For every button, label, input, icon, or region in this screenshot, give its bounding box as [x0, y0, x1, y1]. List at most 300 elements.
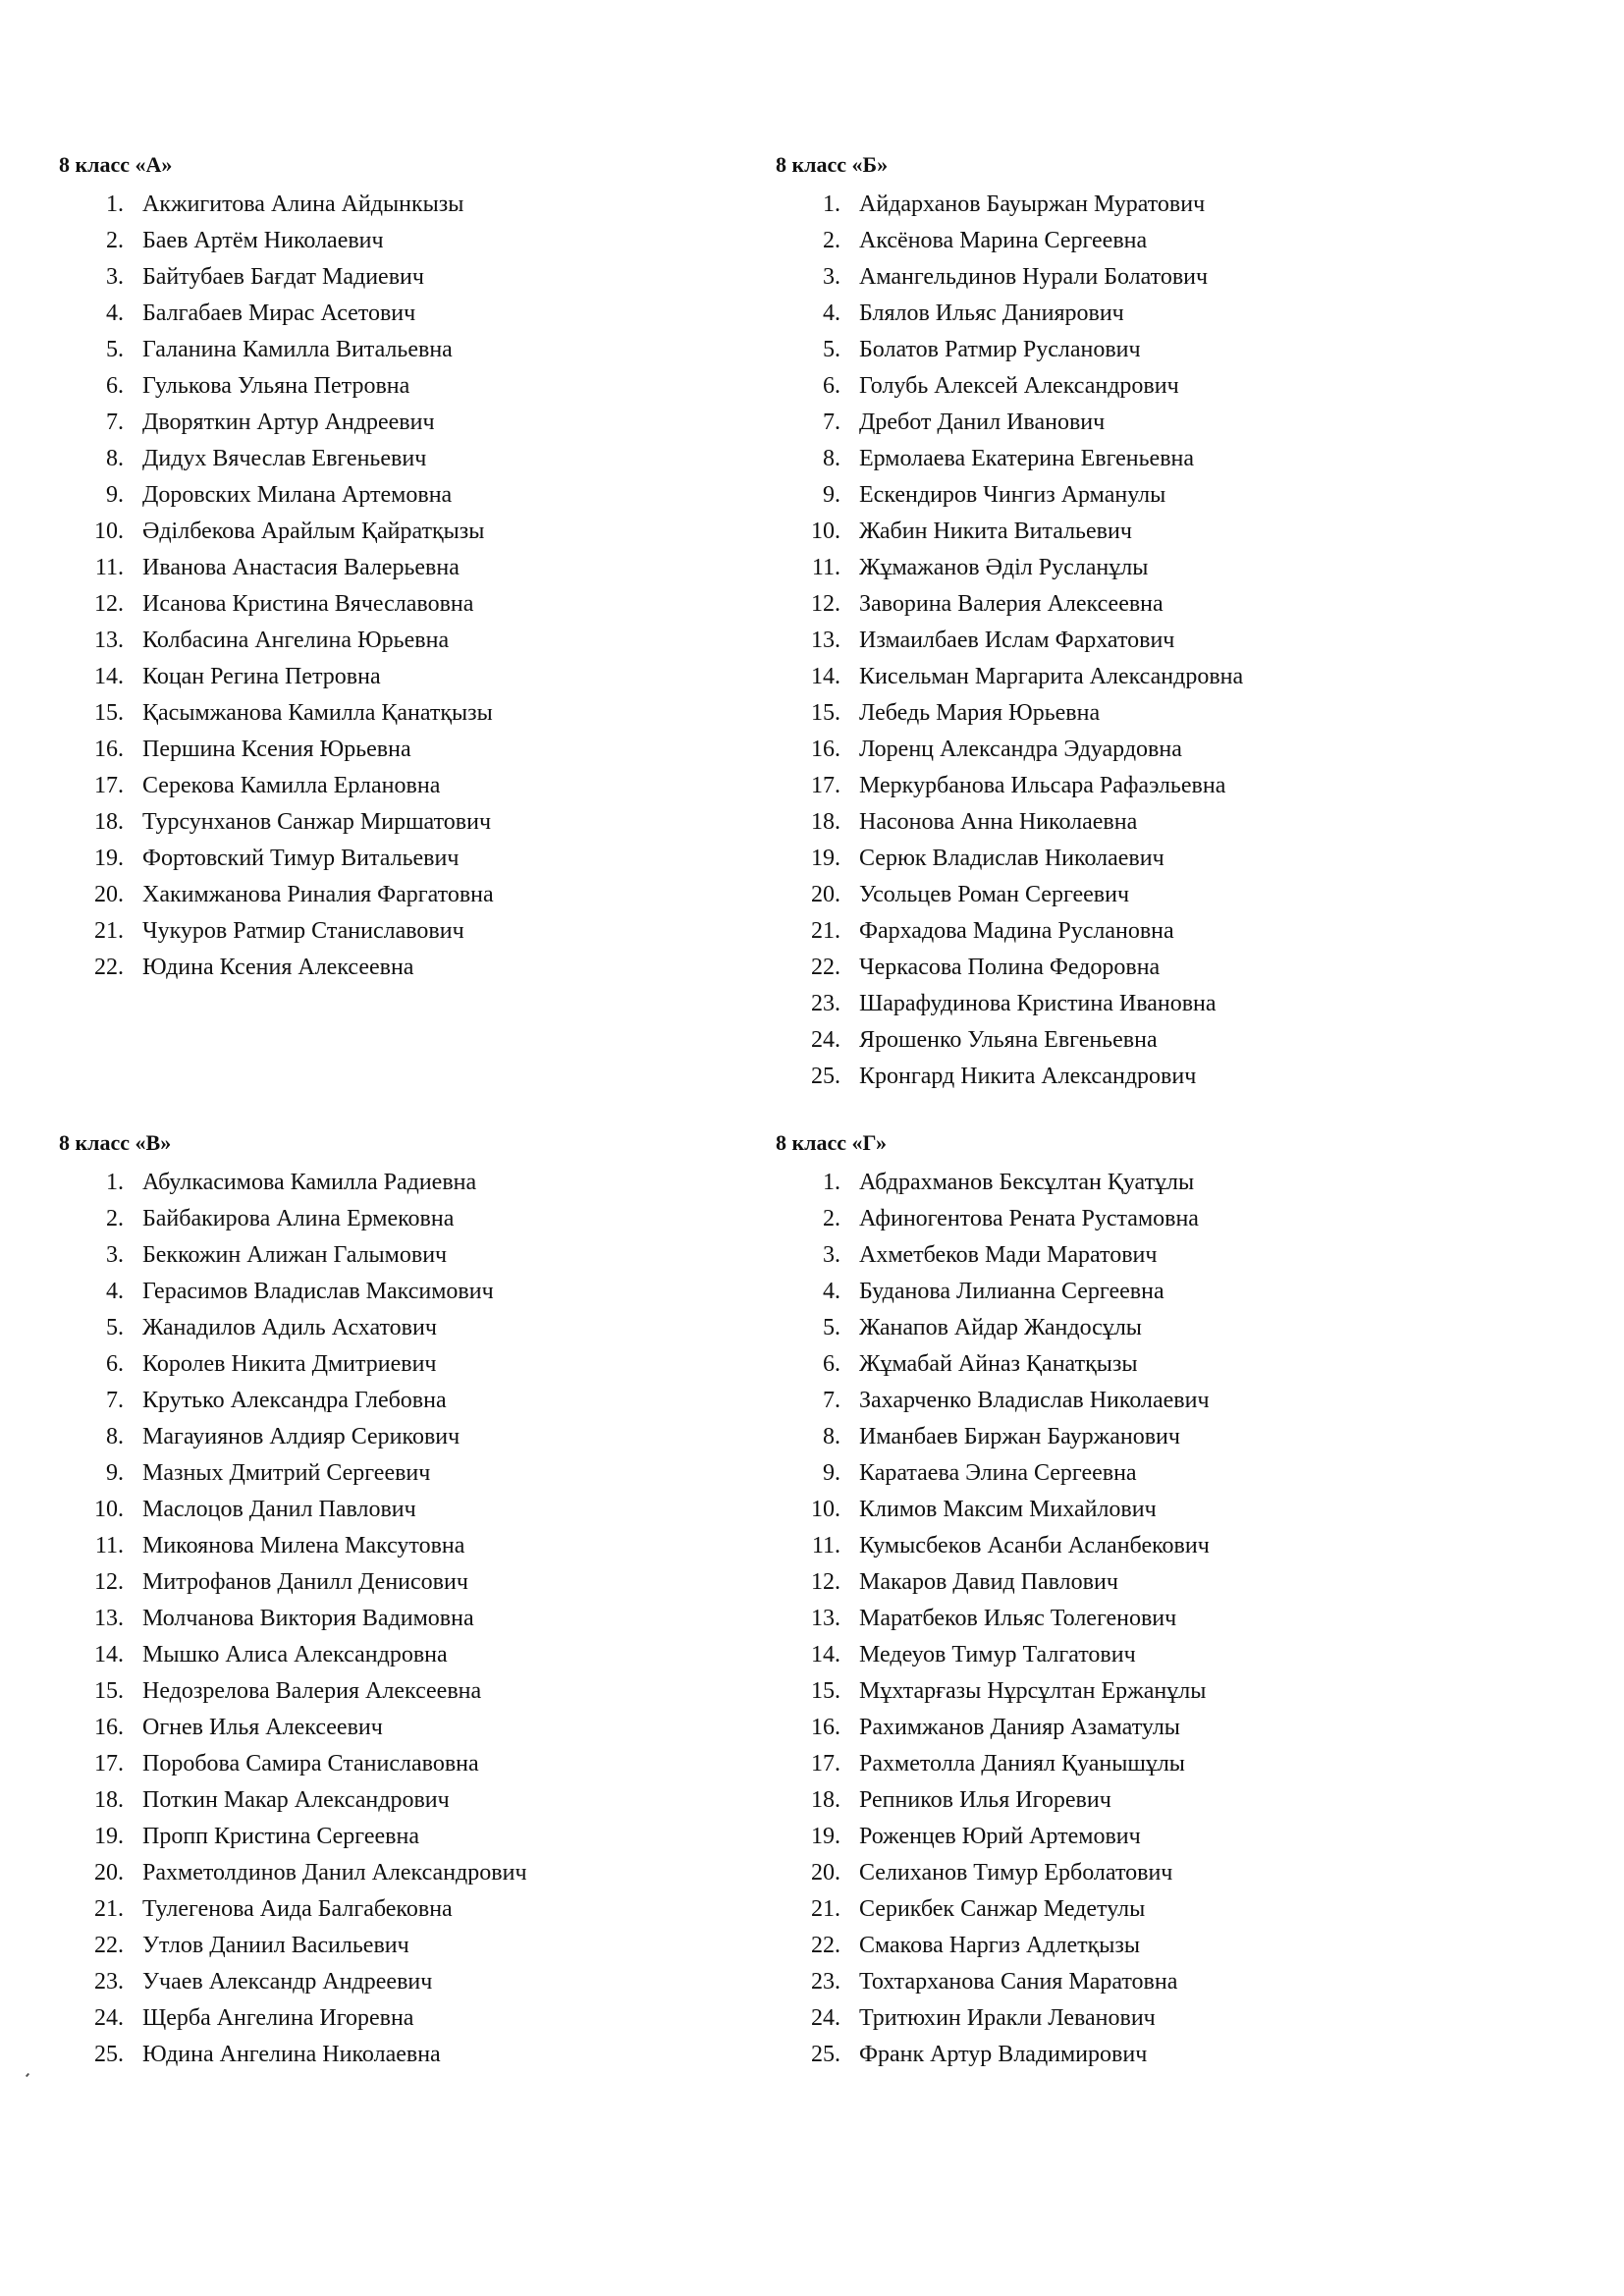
- student-number: 24.: [94, 2005, 124, 2031]
- student-number: 19.: [811, 846, 840, 871]
- student-number: 8.: [106, 1424, 124, 1449]
- student-name: Ярошенко Ульяна Евгеньевна: [859, 1027, 1158, 1053]
- student-number: 13.: [811, 628, 840, 653]
- student-row: [776, 1891, 1404, 1928]
- student-name: Рахимжанов Данияр Азаматулы: [859, 1715, 1180, 1740]
- student-row: [776, 1637, 1404, 1673]
- student-name: Исанова Кристина Вячеславовна: [142, 591, 474, 617]
- student-row: [776, 1383, 1404, 1419]
- student-number: 9.: [823, 1460, 840, 1486]
- student-name: Дворяткин Артур Андреевич: [142, 410, 435, 435]
- student-row: [59, 259, 687, 296]
- student-number: 15.: [94, 1678, 124, 1704]
- scan-speck: [26, 2073, 29, 2077]
- student-row: [59, 441, 687, 477]
- student-row: [59, 659, 687, 695]
- class-block-8v: [59, 1129, 687, 2073]
- student-name: Огнев Илья Алексеевич: [142, 1715, 383, 1740]
- student-number: 1.: [106, 191, 124, 217]
- student-number: 2.: [106, 1206, 124, 1231]
- student-name: Тохтарханова Сания Маратовна: [859, 1969, 1178, 1995]
- student-number: 17.: [94, 773, 124, 798]
- student-row: [59, 2037, 687, 2073]
- student-row: [59, 2000, 687, 2037]
- student-row: [59, 1201, 687, 1237]
- student-number: 9.: [823, 482, 840, 508]
- student-name: Жанадилов Адиль Асхатович: [142, 1315, 437, 1340]
- student-row: [776, 1274, 1404, 1310]
- student-name: Пропп Кристина Сергеевна: [142, 1824, 419, 1849]
- student-number: 23.: [94, 1969, 124, 1995]
- student-name: Серикбек Санжар Медетулы: [859, 1896, 1146, 1922]
- student-name: Жанапов Айдар Жандосұлы: [859, 1315, 1142, 1340]
- student-name: Маратбеков Ильяс Толегенович: [859, 1606, 1177, 1631]
- student-number: 12.: [94, 591, 124, 617]
- student-number: 5.: [823, 1315, 840, 1340]
- student-row: [776, 1237, 1404, 1274]
- student-row: [776, 623, 1404, 659]
- student-list: [59, 187, 687, 986]
- student-number: 3.: [106, 264, 124, 290]
- student-row: [776, 477, 1404, 514]
- student-number: 3.: [823, 1242, 840, 1268]
- student-row: [776, 187, 1404, 223]
- student-number: 3.: [106, 1242, 124, 1268]
- student-name: Акжигитова Алина Айдынкызы: [142, 191, 464, 217]
- class-title: 8 класс «В»: [59, 1130, 172, 1155]
- student-row: [776, 2000, 1404, 2037]
- student-row: [776, 1710, 1404, 1746]
- student-number: 8.: [823, 1424, 840, 1449]
- student-row: [59, 1782, 687, 1819]
- student-number: 14.: [94, 664, 124, 689]
- student-name: Микоянова Милена Максутовна: [142, 1533, 465, 1558]
- student-number: 23.: [811, 991, 840, 1016]
- student-row: [776, 1310, 1404, 1346]
- student-name: Дидух Вячеслав Евгеньевич: [142, 446, 427, 471]
- student-number: 24.: [811, 1027, 840, 1053]
- student-row: [776, 950, 1404, 986]
- student-number: 22.: [811, 955, 840, 980]
- student-row: [776, 1819, 1404, 1855]
- student-name: Фортовский Тимур Витальевич: [142, 846, 460, 871]
- student-name: Серюк Владислав Николаевич: [859, 846, 1164, 871]
- student-name: Измаилбаев Ислам Фархатович: [859, 628, 1175, 653]
- student-number: 5.: [106, 1315, 124, 1340]
- student-name: Мазных Дмитрий Сергеевич: [142, 1460, 431, 1486]
- student-number: 4.: [823, 1279, 840, 1304]
- student-row: [59, 1274, 687, 1310]
- student-name: Насонова Анна Николаевна: [859, 809, 1138, 835]
- student-row: [59, 1928, 687, 1964]
- student-name: Медеуов Тимур Талгатович: [859, 1642, 1136, 1667]
- student-number: 17.: [811, 1751, 840, 1777]
- student-name: Макаров Давид Павлович: [859, 1569, 1118, 1595]
- student-number: 25.: [811, 2042, 840, 2067]
- student-row: [59, 1492, 687, 1528]
- student-number: 2.: [823, 1206, 840, 1231]
- student-name: Ахметбеков Мади Маратович: [859, 1242, 1158, 1268]
- student-number: 25.: [811, 1064, 840, 1089]
- student-number: 7.: [106, 410, 124, 435]
- student-name: Фархадова Мадина Руслановна: [859, 918, 1174, 944]
- student-name: Голубь Алексей Александрович: [859, 373, 1179, 399]
- student-row: [59, 1601, 687, 1637]
- student-row: [59, 1564, 687, 1601]
- student-name: Блялов Ильяс Даниярович: [859, 301, 1124, 326]
- student-number: 24.: [811, 2005, 840, 2031]
- student-row: [59, 695, 687, 732]
- student-row: [776, 550, 1404, 586]
- student-name: Молчанова Виктория Вадимовна: [142, 1606, 474, 1631]
- class-title: 8 класс «А»: [59, 152, 173, 177]
- student-number: 11.: [94, 555, 124, 580]
- student-name: Серекова Камилла Ерлановна: [142, 773, 441, 798]
- student-name: Айдарханов Бауыржан Муратович: [859, 191, 1206, 217]
- student-name: Крутько Александра Глебовна: [142, 1388, 447, 1413]
- student-name: Франк Артур Владимирович: [859, 2042, 1148, 2067]
- student-row: [776, 405, 1404, 441]
- student-row: [776, 514, 1404, 550]
- student-number: 21.: [94, 1896, 124, 1922]
- student-name: Афиногентова Рената Рустамовна: [859, 1206, 1199, 1231]
- student-row: [776, 441, 1404, 477]
- student-number: 13.: [811, 1606, 840, 1631]
- student-row: [776, 913, 1404, 950]
- student-row: [776, 259, 1404, 296]
- student-number: 16.: [94, 1715, 124, 1740]
- student-name: Абдрахманов Бексұлтан Қуатұлы: [859, 1170, 1195, 1195]
- student-row: [776, 1022, 1404, 1059]
- student-row: [776, 1419, 1404, 1455]
- student-name: Заворина Валерия Алексеевна: [859, 591, 1164, 617]
- student-name: Меркурбанова Ильсара Рафаэльевна: [859, 773, 1226, 798]
- student-row: [776, 2037, 1404, 2073]
- student-row: [59, 950, 687, 986]
- student-name: Юдина Ангелина Николаевна: [142, 2042, 441, 2067]
- student-row: [776, 877, 1404, 913]
- student-name: Дребот Данил Иванович: [859, 410, 1106, 435]
- student-number: 12.: [811, 1569, 840, 1595]
- student-number: 14.: [811, 664, 840, 689]
- student-name: Колбасина Ангелина Юрьевна: [142, 628, 450, 653]
- student-name: Поробова Самира Станиславовна: [142, 1751, 479, 1777]
- student-row: [59, 1891, 687, 1928]
- student-number: 1.: [106, 1170, 124, 1195]
- student-row: [59, 913, 687, 950]
- student-number: 12.: [811, 591, 840, 617]
- student-number: 20.: [94, 1860, 124, 1886]
- student-list: [776, 187, 1404, 1095]
- student-row: [776, 1855, 1404, 1891]
- student-row: [776, 768, 1404, 804]
- student-row: [59, 877, 687, 913]
- student-number: 6.: [823, 1351, 840, 1377]
- student-number: 15.: [94, 700, 124, 726]
- student-row: [59, 187, 687, 223]
- student-number: 18.: [811, 809, 840, 835]
- student-name: Поткин Макар Александрович: [142, 1787, 450, 1813]
- student-number: 14.: [94, 1642, 124, 1667]
- student-name: Мұхтарғазы Нұрсұлтан Ержанұлы: [859, 1678, 1207, 1704]
- student-number: 22.: [94, 955, 124, 980]
- student-number: 23.: [811, 1969, 840, 1995]
- student-number: 10.: [811, 519, 840, 544]
- student-name: Буданова Лилианна Сергеевна: [859, 1279, 1164, 1304]
- student-row: [59, 1419, 687, 1455]
- student-number: 12.: [94, 1569, 124, 1595]
- class-block-8a: [59, 151, 687, 986]
- student-number: 8.: [823, 446, 840, 471]
- student-row: [776, 1165, 1404, 1201]
- student-name: Тритюхин Иракли Леванович: [859, 2005, 1156, 2031]
- student-row: [59, 1528, 687, 1564]
- student-number: 6.: [106, 1351, 124, 1377]
- student-row: [776, 1673, 1404, 1710]
- student-number: 18.: [94, 809, 124, 835]
- student-name: Доровских Милана Артемовна: [142, 482, 453, 508]
- student-name: Жұмабай Айназ Қанатқызы: [859, 1351, 1138, 1377]
- student-name: Аксёнова Марина Сергеевна: [859, 228, 1148, 253]
- student-row: [776, 986, 1404, 1022]
- student-number: 13.: [94, 628, 124, 653]
- student-name: Утлов Даниил Васильевич: [142, 1933, 409, 1958]
- student-number: 11.: [94, 1533, 124, 1558]
- student-row: [59, 1746, 687, 1782]
- student-row: [59, 550, 687, 586]
- student-name: Жұмажанов Әділ Русланұлы: [859, 555, 1149, 580]
- student-number: 8.: [106, 446, 124, 471]
- class-block-8g: [776, 1129, 1404, 2073]
- student-name: Турсунханов Санжар Миршатович: [142, 809, 492, 835]
- student-name: Лебедь Мария Юрьевна: [859, 700, 1101, 726]
- student-number: 7.: [823, 410, 840, 435]
- student-number: 9.: [106, 1460, 124, 1486]
- student-name: Учаев Александр Андреевич: [142, 1969, 433, 1995]
- student-name: Болатов Ратмир Русланович: [859, 337, 1141, 362]
- student-number: 3.: [823, 264, 840, 290]
- student-name: Магауиянов Алдияр Серикович: [142, 1424, 460, 1449]
- student-name: Чукуров Ратмир Станиславович: [142, 918, 464, 944]
- student-name: Юдина Ксения Алексеевна: [142, 955, 414, 980]
- student-number: 14.: [811, 1642, 840, 1667]
- student-number: 13.: [94, 1606, 124, 1631]
- student-name: Байбакирова Алина Ермековна: [142, 1206, 455, 1231]
- student-name: Мышко Алиса Александровна: [142, 1642, 448, 1667]
- student-name: Амангельдинов Нурали Болатович: [859, 264, 1209, 290]
- student-row: [59, 1165, 687, 1201]
- student-name: Репников Илья Игоревич: [859, 1787, 1111, 1813]
- student-row: [59, 1310, 687, 1346]
- student-row: [776, 1601, 1404, 1637]
- student-row: [59, 223, 687, 259]
- student-number: 22.: [94, 1933, 124, 1958]
- student-row: [59, 514, 687, 550]
- student-name: Абулкасимова Камилла Радиевна: [142, 1170, 477, 1195]
- student-number: 17.: [94, 1751, 124, 1777]
- student-row: [59, 841, 687, 877]
- student-name: Рахметолла Даниял Қуанышұлы: [859, 1751, 1185, 1777]
- student-row: [59, 1455, 687, 1492]
- student-name: Роженцев Юрий Артемович: [859, 1824, 1141, 1849]
- student-name: Ескендиров Чингиз Арманулы: [859, 482, 1166, 508]
- student-list: [59, 1165, 687, 2073]
- student-row: [776, 1492, 1404, 1528]
- student-row: [59, 1855, 687, 1891]
- student-name: Щерба Ангелина Игоревна: [142, 2005, 414, 2031]
- student-row: [776, 732, 1404, 768]
- student-name: Байтубаев Бағдат Мадиевич: [142, 264, 424, 290]
- student-row: [776, 296, 1404, 332]
- student-number: 18.: [811, 1787, 840, 1813]
- student-name: Кронгард Никита Александрович: [859, 1064, 1197, 1089]
- student-number: 18.: [94, 1787, 124, 1813]
- student-name: Усольцев Роман Сергеевич: [859, 882, 1130, 907]
- student-row: [59, 1346, 687, 1383]
- student-name: Лоренц Александра Эдуардовна: [859, 737, 1182, 762]
- student-name: Митрофанов Данилл Денисович: [142, 1569, 468, 1595]
- student-number: 11.: [811, 1533, 840, 1558]
- student-name: Шарафудинова Кристина Ивановна: [859, 991, 1217, 1016]
- student-number: 10.: [94, 1497, 124, 1522]
- student-name: Ермолаева Екатерина Евгеньевна: [859, 446, 1195, 471]
- student-row: [59, 1673, 687, 1710]
- student-name: Гулькова Ульяна Петровна: [142, 373, 410, 399]
- student-row: [776, 368, 1404, 405]
- student-name: Қасымжанова Камилла Қанатқызы: [142, 700, 493, 726]
- student-row: [776, 223, 1404, 259]
- student-row: [59, 804, 687, 841]
- student-number: 4.: [106, 1279, 124, 1304]
- student-row: [776, 841, 1404, 877]
- class-block-8b: [776, 151, 1404, 1095]
- student-row: [776, 1964, 1404, 2000]
- student-number: 21.: [811, 1896, 840, 1922]
- student-number: 19.: [94, 846, 124, 871]
- student-number: 10.: [94, 519, 124, 544]
- student-row: [776, 695, 1404, 732]
- student-row: [776, 1782, 1404, 1819]
- student-name: Балгабаев Мирас Асетович: [142, 301, 416, 326]
- student-name: Иванова Анастасия Валерьевна: [142, 555, 460, 580]
- student-row: [776, 1201, 1404, 1237]
- student-number: 16.: [811, 1715, 840, 1740]
- student-row: [776, 332, 1404, 368]
- student-row: [59, 768, 687, 804]
- student-name: Черкасова Полина Федоровна: [859, 955, 1161, 980]
- student-number: 9.: [106, 482, 124, 508]
- student-number: 1.: [823, 1170, 840, 1195]
- student-name: Недозрелова Валерия Алексеевна: [142, 1678, 482, 1704]
- student-row: [776, 1746, 1404, 1782]
- student-number: 5.: [106, 337, 124, 362]
- student-number: 7.: [823, 1388, 840, 1413]
- student-number: 21.: [94, 918, 124, 944]
- student-name: Кисельман Маргарита Александровна: [859, 664, 1244, 689]
- student-name: Герасимов Владислав Максимович: [142, 1279, 494, 1304]
- student-number: 15.: [811, 700, 840, 726]
- student-row: [776, 586, 1404, 623]
- student-number: 4.: [823, 301, 840, 326]
- student-number: 7.: [106, 1388, 124, 1413]
- student-row: [59, 296, 687, 332]
- student-name: Климов Максим Михайлович: [859, 1497, 1157, 1522]
- student-name: Королев Никита Дмитриевич: [142, 1351, 437, 1377]
- student-number: 25.: [94, 2042, 124, 2067]
- student-number: 20.: [811, 1860, 840, 1886]
- student-number: 6.: [106, 373, 124, 399]
- student-name: Захарченко Владислав Николаевич: [859, 1388, 1210, 1413]
- student-name: Баев Артём Николаевич: [142, 228, 384, 253]
- student-number: 6.: [823, 373, 840, 399]
- student-number: 22.: [811, 1933, 840, 1958]
- student-number: 16.: [94, 737, 124, 762]
- student-name: Иманбаев Биржан Бауржанович: [859, 1424, 1180, 1449]
- student-number: 2.: [823, 228, 840, 253]
- student-number: 4.: [106, 301, 124, 326]
- student-row: [59, 1637, 687, 1673]
- student-row: [59, 586, 687, 623]
- class-title: 8 класс «Г»: [776, 1130, 887, 1155]
- student-number: 10.: [811, 1497, 840, 1522]
- student-row: [776, 1059, 1404, 1095]
- student-number: 2.: [106, 228, 124, 253]
- student-row: [59, 332, 687, 368]
- student-row: [776, 659, 1404, 695]
- student-row: [776, 1928, 1404, 1964]
- student-name: Беккожин Алижан Галымович: [142, 1242, 448, 1268]
- student-name: Галанина Камилла Витальевна: [142, 337, 453, 362]
- student-name: Маслоцов Данил Павлович: [142, 1497, 416, 1522]
- student-row: [59, 1964, 687, 2000]
- student-row: [776, 1564, 1404, 1601]
- student-number: 20.: [94, 882, 124, 907]
- student-list: [776, 1165, 1404, 2073]
- student-number: 15.: [811, 1678, 840, 1704]
- student-name: Әділбекова Арайлым Қайратқызы: [142, 519, 485, 544]
- class-title: 8 класс «Б»: [776, 152, 889, 177]
- student-row: [776, 1455, 1404, 1492]
- student-row: [59, 477, 687, 514]
- student-name: Першина Ксения Юрьевна: [142, 737, 411, 762]
- student-number: 19.: [811, 1824, 840, 1849]
- student-name: Жабин Никита Витальевич: [859, 519, 1132, 544]
- student-row: [59, 368, 687, 405]
- student-row: [59, 623, 687, 659]
- student-number: 20.: [811, 882, 840, 907]
- student-number: 16.: [811, 737, 840, 762]
- student-number: 1.: [823, 191, 840, 217]
- student-row: [59, 1819, 687, 1855]
- student-name: Тулегенова Аида Балгабековна: [142, 1896, 453, 1922]
- student-row: [59, 1710, 687, 1746]
- student-number: 11.: [811, 555, 840, 580]
- student-name: Смакова Наргиз Адлетқызы: [859, 1933, 1140, 1958]
- student-name: Каратаева Элина Сергеевна: [859, 1460, 1137, 1486]
- student-number: 19.: [94, 1824, 124, 1849]
- student-number: 21.: [811, 918, 840, 944]
- student-name: Кумысбеков Асанби Асланбекович: [859, 1533, 1210, 1558]
- student-number: 17.: [811, 773, 840, 798]
- student-row: [776, 1528, 1404, 1564]
- student-row: [59, 405, 687, 441]
- student-row: [59, 732, 687, 768]
- student-name: Рахметолдинов Данил Александрович: [142, 1860, 527, 1886]
- student-row: [59, 1237, 687, 1274]
- student-row: [776, 1346, 1404, 1383]
- student-number: 5.: [823, 337, 840, 362]
- student-row: [776, 804, 1404, 841]
